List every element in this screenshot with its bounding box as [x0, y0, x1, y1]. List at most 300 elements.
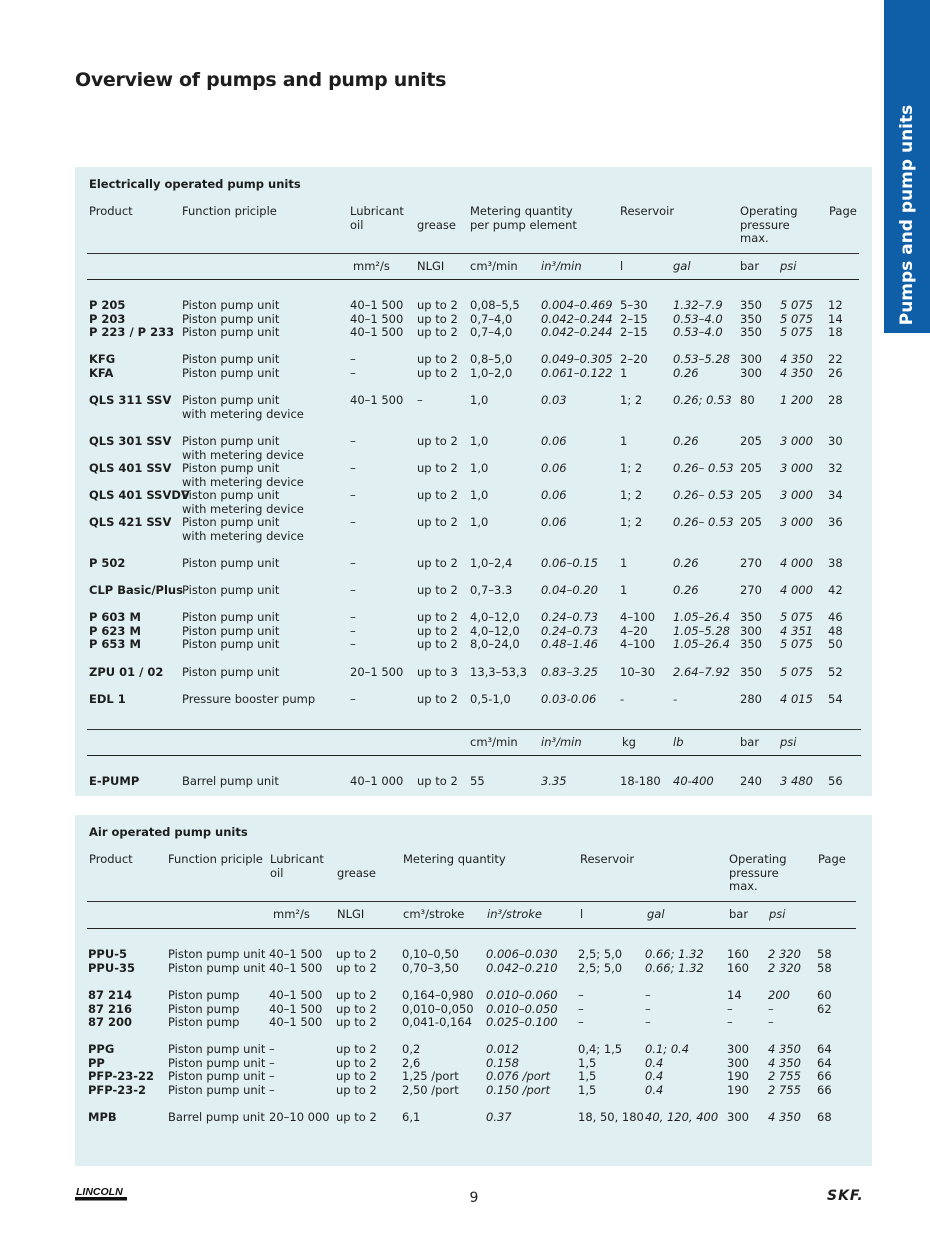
cell-page: 26: [828, 366, 843, 380]
air-cell-reservoir-imperial: 0.4: [645, 1056, 664, 1070]
cell-grease: up to 2: [417, 298, 458, 312]
air-unit-reservoir-metric: l: [580, 907, 584, 921]
cell-page: 28: [828, 393, 843, 407]
air-cell-product: 87 200: [88, 1015, 133, 1029]
cell-metering-imperial: 0.042–0.244: [541, 312, 613, 326]
cell-function: Piston pump unit: [182, 352, 280, 366]
air-cell-pressure-psi: 4 350: [768, 1056, 801, 1070]
cell-metering-metric: 1,0: [470, 434, 489, 448]
air-cell-product: PPG: [88, 1042, 115, 1056]
cell-product: CLP Basic/Plus: [89, 583, 183, 597]
cell-metering-imperial: 0.06: [541, 461, 567, 475]
cell-metering-imperial: 0.042–0.244: [541, 325, 613, 339]
cell-reservoir-imperial: 0.26– 0.53: [673, 515, 734, 529]
air-cell-metering-imperial: 0.012: [486, 1042, 519, 1056]
cell-metering-metric: 1,0: [470, 488, 489, 502]
cell-product: P 603 M: [89, 610, 141, 624]
cell-metering-imperial: 0.83–3.25: [541, 665, 598, 679]
unit2-reservoir-metric: kg: [622, 735, 636, 749]
cell-function-line2: with metering device: [182, 406, 304, 421]
air-cell-page: 58: [817, 961, 832, 975]
air-cell-metering-metric: 0,70–3,50: [402, 961, 459, 975]
air-cell-product: PFP-23-22: [88, 1069, 155, 1083]
cell-reservoir-imperial: 0.26– 0.53: [673, 461, 734, 475]
col-header-reservoir: Reservoir: [620, 204, 675, 218]
air-col-header-grease: grease: [337, 866, 376, 880]
cell-grease: up to 2: [417, 312, 458, 326]
air-cell-function: Piston pump unit: [168, 1056, 266, 1070]
air-cell-metering-metric: 1,25 /port: [402, 1069, 459, 1083]
cell-page: 36: [828, 515, 843, 529]
cell-reservoir-metric: 4–100: [620, 610, 656, 624]
cell-grease: up to 2: [417, 556, 458, 570]
air-cell-metering-imperial: 0.025–0.100: [486, 1015, 558, 1029]
cell-pressure-psi: 3 000: [780, 515, 813, 529]
page-title: Overview of pumps and pump units: [75, 69, 447, 91]
units-divider: [87, 279, 859, 280]
air-cell-metering-metric: 0,164–0,980: [402, 988, 474, 1002]
cell-reservoir-imperial: 1.05–26.4: [673, 637, 730, 651]
cell-metering-metric: 0,7–4,0: [470, 312, 513, 326]
cell-grease: up to 2: [417, 488, 458, 502]
air-cell-grease: up to 2: [336, 1110, 377, 1124]
col-header-product: Product: [89, 204, 133, 218]
air-cell-grease: up to 2: [336, 1042, 377, 1056]
air-cell-oil: 20–10 000: [269, 1110, 330, 1124]
air-cell-reservoir-imperial: –: [645, 1015, 651, 1029]
cell-grease: –: [417, 393, 423, 407]
cell-reservoir-imperial: 0.26: [673, 556, 699, 570]
air-col-header-function: Function priciple: [168, 852, 263, 866]
cell-reservoir-metric: 1: [620, 583, 628, 597]
col-header-metering: Metering quantity: [470, 204, 573, 218]
cell-grease: up to 2: [417, 325, 458, 339]
cell-page: 48: [828, 624, 843, 638]
cell-function: Piston pump unit: [182, 366, 280, 380]
air-cell-product: 87 214: [88, 988, 133, 1002]
electric-table-title: Electrically operated pump units: [89, 177, 301, 191]
cell-product: P 653 M: [89, 637, 141, 651]
cell-pressure-bar: 80: [740, 393, 755, 407]
air-cell-pressure-psi: 2 755: [768, 1069, 801, 1083]
air-cell-function: Piston pump unit: [168, 947, 266, 961]
cell-metering-metric: 0,5-1,0: [470, 692, 511, 706]
cell-oil: –: [350, 583, 356, 597]
cell-page: 42: [828, 583, 843, 597]
cell-reservoir-metric: 1; 2: [620, 515, 643, 529]
cell-reservoir-imperial: 40-400: [673, 774, 714, 788]
cell-page: 32: [828, 461, 843, 475]
cell-metering-metric: 1,0–2,0: [470, 366, 513, 380]
air-cell-oil: 40–1 500: [269, 988, 323, 1002]
air-cell-pressure-psi: 2 755: [768, 1083, 801, 1097]
svg-text:LINCOLN: LINCOLN: [76, 1186, 123, 1198]
cell-function: Piston pump unit: [182, 461, 280, 475]
cell-reservoir-metric: 2–15: [620, 312, 648, 326]
air-cell-reservoir-metric: –: [578, 988, 584, 1002]
air-cell-reservoir-metric: 1,5: [578, 1069, 597, 1083]
cell-metering-imperial: 0.48–1.46: [541, 637, 598, 651]
cell-product: QLS 311 SSV: [89, 393, 172, 407]
cell-product: P 502: [89, 556, 126, 570]
cell-reservoir-metric: 1: [620, 366, 628, 380]
air-cell-metering-imperial: 0.150 /port: [486, 1083, 551, 1097]
cell-metering-imperial: 0.06: [541, 488, 567, 502]
col-header-lubricant: Lubricant: [350, 204, 404, 218]
air-cell-pressure-bar: 300: [727, 1042, 749, 1056]
cell-grease: up to 2: [417, 366, 458, 380]
air-cell-oil: 40–1 500: [269, 1002, 323, 1016]
air-cell-reservoir-imperial: 0.66; 1.32: [645, 961, 704, 975]
unit-pressure-imperial: psi: [780, 259, 797, 273]
air-cell-pressure-bar: 160: [727, 961, 749, 975]
air-cell-reservoir-metric: –: [578, 1002, 584, 1016]
cell-grease: up to 3: [417, 665, 458, 679]
cell-function: Piston pump unit: [182, 637, 280, 651]
cell-function: Barrel pump unit: [182, 774, 279, 788]
cell-metering-metric: 0,8–5,0: [470, 352, 513, 366]
cell-pressure-psi: 4 015: [780, 692, 813, 706]
air-unit-oil: mm²/s: [273, 907, 310, 921]
cell-grease: up to 2: [417, 515, 458, 529]
cell-function: Piston pump unit: [182, 665, 280, 679]
cell-grease: up to 2: [417, 637, 458, 651]
cell-page: 52: [828, 665, 843, 679]
cell-metering-metric: 1,0: [470, 515, 489, 529]
cell-product: P 205: [89, 298, 126, 312]
air-cell-page: 64: [817, 1042, 832, 1056]
air-cell-metering-metric: 0,041-0,164: [402, 1015, 472, 1029]
air-cell-grease: up to 2: [336, 1083, 377, 1097]
air-cell-oil: –: [269, 1056, 275, 1070]
cell-oil: 40–1 500: [350, 298, 404, 312]
cell-function-line2: with metering device: [182, 501, 304, 516]
air-cell-grease: up to 2: [336, 988, 377, 1002]
cell-metering-imperial: 3.35: [541, 774, 567, 788]
air-col-header-reservoir: Reservoir: [580, 852, 635, 866]
air-cell-reservoir-metric: 1,5: [578, 1056, 597, 1070]
cell-function: Piston pump unit: [182, 624, 280, 638]
air-col-header-product: Product: [89, 852, 133, 866]
cell-page: 38: [828, 556, 843, 570]
air-cell-grease: up to 2: [336, 1056, 377, 1070]
air-cell-oil: 40–1 500: [269, 1015, 323, 1029]
cell-pressure-psi: 5 075: [780, 610, 813, 624]
cell-reservoir-metric: 1: [620, 434, 628, 448]
cell-reservoir-metric: 1; 2: [620, 488, 643, 502]
cell-metering-imperial: 0.24–0.73: [541, 610, 598, 624]
cell-function: Piston pump unit: [182, 556, 280, 570]
unit-pressure-metric: bar: [740, 259, 760, 273]
unit2-pressure-metric: bar: [740, 735, 760, 749]
air-cell-reservoir-imperial: 0.4: [645, 1069, 664, 1083]
air-cell-pressure-psi: 2 320: [768, 961, 801, 975]
cell-metering-metric: 0,7–4,0: [470, 325, 513, 339]
cell-oil: –: [350, 366, 356, 380]
cell-pressure-psi: 4 000: [780, 583, 813, 597]
unit-oil: mm²/s: [353, 259, 390, 273]
air-cell-product: PFP-23-2: [88, 1083, 147, 1097]
section-tab-label: Pumps and pump units: [897, 104, 917, 326]
cell-page: 14: [828, 312, 843, 326]
cell-pressure-bar: 240: [740, 774, 762, 788]
air-cell-function: Piston pump unit: [168, 1042, 266, 1056]
cell-reservoir-metric: 1: [620, 556, 628, 570]
cell-pressure-bar: 270: [740, 583, 762, 597]
cell-page: 30: [828, 434, 843, 448]
air-col-header-lubricant: Lubricant: [270, 852, 324, 866]
cell-function: Pressure booster pump: [182, 692, 316, 706]
cell-page: 34: [828, 488, 843, 502]
cell-pressure-psi: 5 075: [780, 312, 813, 326]
air-cell-page: 62: [817, 1002, 832, 1016]
cell-reservoir-imperial: 0.26: [673, 583, 699, 597]
unit-metering-imperial: in³/min: [541, 259, 582, 273]
air-cell-pressure-psi: 4 350: [768, 1042, 801, 1056]
cell-reservoir-metric: 5–30: [620, 298, 648, 312]
cell-page: 18: [828, 325, 843, 339]
cell-pressure-bar: 205: [740, 434, 762, 448]
air-unit-metering-metric: cm³/stroke: [403, 907, 465, 921]
cell-pressure-psi: 5 075: [780, 325, 813, 339]
air-col-header-pressure: pressure: [729, 866, 779, 880]
air-cell-reservoir-imperial: 40, 120, 400: [645, 1110, 719, 1124]
air-cell-page: 64: [817, 1056, 832, 1070]
air-cell-reservoir-metric: 2,5; 5,0: [578, 961, 623, 975]
cell-reservoir-imperial: 0.53–4.0: [673, 312, 723, 326]
air-cell-metering-metric: 2,50 /port: [402, 1083, 459, 1097]
cell-reservoir-imperial: 1.32–7.9: [673, 298, 723, 312]
cell-pressure-bar: 300: [740, 352, 762, 366]
cell-metering-metric: 8,0–24,0: [470, 637, 520, 651]
cell-reservoir-metric: 2–15: [620, 325, 648, 339]
cell-product: QLS 301 SSV: [89, 434, 172, 448]
header-divider: [87, 253, 859, 254]
cell-reservoir-metric: 1; 2: [620, 461, 643, 475]
cell-metering-metric: 4,0–12,0: [470, 624, 520, 638]
cell-pressure-psi: 3 000: [780, 434, 813, 448]
cell-oil: 40–1 500: [350, 393, 404, 407]
unit-reservoir-imperial: gal: [673, 259, 691, 273]
air-col-header-oil: oil: [270, 866, 284, 880]
cell-metering-imperial: 0.06: [541, 434, 567, 448]
cell-grease: up to 2: [417, 434, 458, 448]
unit2-metering-metric: cm³/min: [470, 735, 518, 749]
air-cell-function: Piston pump unit: [168, 961, 266, 975]
air-cell-reservoir-metric: 2,5; 5,0: [578, 947, 623, 961]
cell-pressure-bar: 300: [740, 366, 762, 380]
cell-function: Piston pump unit: [182, 312, 280, 326]
cell-pressure-psi: 5 075: [780, 637, 813, 651]
cell-reservoir-imperial: 1.05–5.28: [673, 624, 730, 638]
cell-pressure-bar: 205: [740, 461, 762, 475]
air-cell-oil: 40–1 500: [269, 947, 323, 961]
unit-metering-metric: cm³/min: [470, 259, 518, 273]
cell-grease: up to 2: [417, 692, 458, 706]
cell-reservoir-metric: 1; 2: [620, 393, 643, 407]
cell-pressure-bar: 300: [740, 624, 762, 638]
air-cell-pressure-psi: 4 350: [768, 1110, 801, 1124]
cell-reservoir-metric: 2–20: [620, 352, 648, 366]
air-col-header-page: Page: [818, 852, 846, 866]
electric-pump-table: [75, 167, 872, 796]
cell-page: 56: [828, 774, 843, 788]
cell-page: 50: [828, 637, 843, 651]
air-cell-reservoir-imperial: –: [645, 988, 651, 1002]
cell-pressure-psi: 4 351: [780, 624, 813, 638]
cell-reservoir-imperial: -: [673, 692, 678, 706]
cell-metering-imperial: 0.03-0.06: [541, 692, 597, 706]
cell-function: Piston pump unit: [182, 393, 280, 407]
air-cell-oil: 40–1 500: [269, 961, 323, 975]
cell-metering-imperial: 0.06: [541, 515, 567, 529]
air-cell-reservoir-metric: 0,4; 1,5: [578, 1042, 623, 1056]
air-cell-pressure-bar: 190: [727, 1083, 749, 1097]
air-unit-pressure-imperial: psi: [769, 907, 786, 921]
cell-product: QLS 421 SSV: [89, 515, 172, 529]
cell-function-line2: with metering device: [182, 528, 304, 543]
cell-metering-imperial: 0.049–0.305: [541, 352, 613, 366]
air-cell-pressure-bar: 190: [727, 1069, 749, 1083]
air-cell-grease: up to 2: [336, 1002, 377, 1016]
section-tab: [884, 0, 930, 333]
air-cell-grease: up to 2: [336, 961, 377, 975]
cell-metering-metric: 0,08–5,5: [470, 298, 520, 312]
air-cell-page: 58: [817, 947, 832, 961]
air-header-divider: [87, 901, 856, 902]
air-cell-oil: –: [269, 1069, 275, 1083]
air-cell-metering-imperial: 0.37: [486, 1110, 512, 1124]
cell-product: P 203: [89, 312, 126, 326]
cell-reservoir-metric: 4–100: [620, 637, 656, 651]
cell-oil: –: [350, 515, 356, 529]
cell-oil: –: [350, 488, 356, 502]
air-cell-page: 60: [817, 988, 832, 1002]
air-cell-pressure-psi: 200: [768, 988, 790, 1002]
col-header-grease: grease: [417, 218, 456, 232]
cell-reservoir-imperial: 1.05–26.4: [673, 610, 730, 624]
cell-pressure-psi: 3 480: [780, 774, 813, 788]
skf-logo: SKF.: [827, 1188, 864, 1204]
air-cell-product: PP: [88, 1056, 105, 1070]
air-col-header-max: max.: [729, 879, 758, 893]
cell-page: 12: [828, 298, 843, 312]
unit2-metering-imperial: in³/min: [541, 735, 582, 749]
cell-grease: up to 2: [417, 774, 458, 788]
air-cell-product: PPU-35: [88, 961, 135, 975]
air-cell-reservoir-metric: 18, 50, 180: [578, 1110, 644, 1124]
cell-product: EDL 1: [89, 692, 126, 706]
col-header-metering-sub: per pump element: [470, 218, 577, 232]
cell-pressure-psi: 1 200: [780, 393, 813, 407]
air-cell-pressure-bar: –: [727, 1015, 733, 1029]
air-table-title: Air operated pump units: [89, 825, 248, 839]
air-cell-metering-imperial: 0.042–0.210: [486, 961, 558, 975]
cell-pressure-psi: 3 000: [780, 488, 813, 502]
air-cell-function: Piston pump unit: [168, 1069, 266, 1083]
cell-reservoir-imperial: 0.26: [673, 366, 699, 380]
cell-oil: –: [350, 637, 356, 651]
cell-reservoir-metric: 4–20: [620, 624, 648, 638]
cell-pressure-bar: 350: [740, 610, 762, 624]
air-cell-pressure-bar: 300: [727, 1056, 749, 1070]
cell-function: Piston pump unit: [182, 488, 280, 502]
cell-metering-metric: 1,0: [470, 393, 489, 407]
air-unit-reservoir-imperial: gal: [647, 907, 665, 921]
air-cell-reservoir-imperial: 0.1; 0.4: [645, 1042, 690, 1056]
cell-reservoir-metric: 18-180: [620, 774, 661, 788]
cell-function: Piston pump unit: [182, 610, 280, 624]
air-cell-metering-imperial: 0.158: [486, 1056, 519, 1070]
cell-pressure-bar: 350: [740, 665, 762, 679]
cell-pressure-psi: 5 075: [780, 298, 813, 312]
cell-metering-imperial: 0.03: [541, 393, 567, 407]
air-cell-function: Piston pump unit: [168, 1083, 266, 1097]
cell-pressure-psi: 4 350: [780, 366, 813, 380]
cell-oil: –: [350, 624, 356, 638]
cell-product: KFG: [89, 352, 116, 366]
cell-oil: 40–1 500: [350, 325, 404, 339]
cell-page: 22: [828, 352, 843, 366]
unit2-reservoir-imperial: lb: [673, 735, 684, 749]
air-cell-metering-metric: 0,2: [402, 1042, 421, 1056]
air-cell-function: Piston pump: [168, 1002, 240, 1016]
cell-product: ZPU 01 / 02: [89, 665, 164, 679]
air-unit-pressure-metric: bar: [729, 907, 749, 921]
unit-reservoir-metric: l: [620, 259, 624, 273]
col-header-pressure: pressure: [740, 218, 790, 232]
cell-oil: –: [350, 692, 356, 706]
air-cell-pressure-psi: –: [768, 1015, 774, 1029]
air-cell-pressure-bar: 160: [727, 947, 749, 961]
air-cell-pressure-bar: 14: [727, 988, 742, 1002]
cell-product: KFA: [89, 366, 114, 380]
col-header-max: max.: [740, 231, 769, 245]
cell-pressure-psi: 5 075: [780, 665, 813, 679]
cell-page: 46: [828, 610, 843, 624]
cell-function: Piston pump unit: [182, 515, 280, 529]
cell-grease: up to 2: [417, 352, 458, 366]
air-cell-reservoir-metric: 1,5: [578, 1083, 597, 1097]
cell-metering-imperial: 0.06–0.15: [541, 556, 598, 570]
col-header-operating: Operating: [740, 204, 798, 218]
air-cell-reservoir-imperial: 0.4: [645, 1083, 664, 1097]
air-cell-metering-imperial: 0.010–0.060: [486, 988, 558, 1002]
cell-oil: 20–1 500: [350, 665, 404, 679]
air-col-header-operating: Operating: [729, 852, 787, 866]
air-cell-grease: up to 2: [336, 1015, 377, 1029]
air-col-header-metering: Metering quantity: [403, 852, 506, 866]
air-cell-metering-imperial: 0.010–0.050: [486, 1002, 558, 1016]
cell-oil: –: [350, 556, 356, 570]
cell-grease: up to 2: [417, 610, 458, 624]
air-cell-grease: up to 2: [336, 947, 377, 961]
air-cell-page: 66: [817, 1083, 832, 1097]
cell-metering-imperial: 0.004–0.469: [541, 298, 613, 312]
cell-metering-metric: 1,0–2,4: [470, 556, 513, 570]
cell-oil: 40–1 500: [350, 312, 404, 326]
air-cell-metering-metric: 0,10–0,50: [402, 947, 459, 961]
air-cell-pressure-psi: 2 320: [768, 947, 801, 961]
air-unit-grease: NLGI: [337, 907, 365, 921]
cell-grease: up to 2: [417, 583, 458, 597]
air-cell-product: PPU-5: [88, 947, 127, 961]
cell-product: P 223 / P 233: [89, 325, 175, 339]
cell-metering-metric: 1,0: [470, 461, 489, 475]
cell-reservoir-imperial: 2.64–7.92: [673, 665, 730, 679]
air-cell-product: MPB: [88, 1110, 117, 1124]
epump-units-divider: [87, 755, 861, 756]
